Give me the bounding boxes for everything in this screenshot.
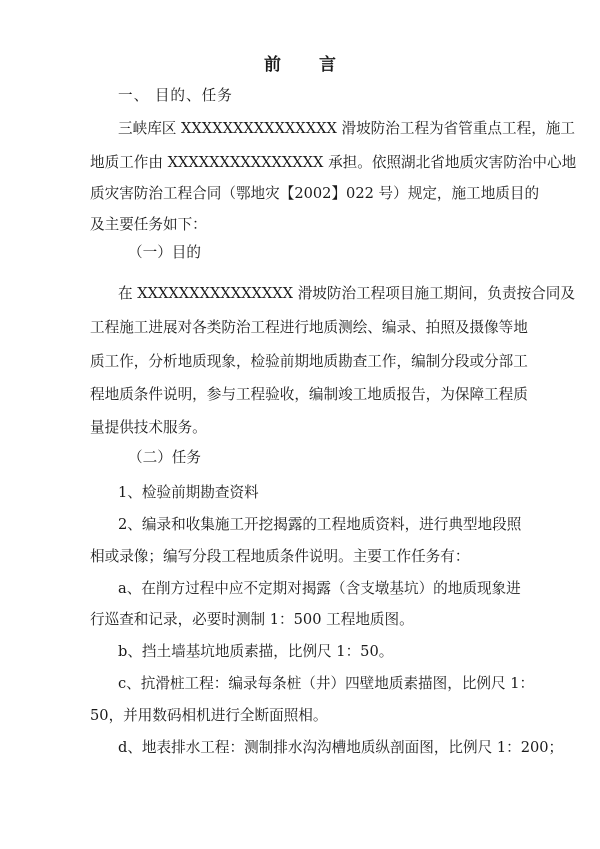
paragraph-line: 2、编录和收集施工开挖揭露的工程地质资料，进行典型地段照 <box>118 516 522 533</box>
paragraph-line: d、地表排水工程：测制排水沟沟槽地质纵剖面图，比例尺 1：200； <box>118 739 564 756</box>
paragraph-line: 量提供技术服务。 <box>90 419 207 436</box>
paragraph-line: b、挡土墙基坑地质素描，比例尺 1：50。 <box>118 643 394 660</box>
paragraph-line: 50，并用数码相机进行全断面照相。 <box>90 707 328 724</box>
paragraph-line: 行巡查和记录，必要时测制 1：500 工程地质图。 <box>90 611 414 628</box>
paragraph-line: 质工作，分析地质现象，检验前期地质勘查工作，编制分段或分部工 <box>90 353 528 370</box>
paragraph-line: 质灾害防治工程合同（鄂地灾【2002】022 号）规定，施工地质目的 <box>90 185 540 202</box>
paragraph-line: 工程施工进展对各类防治工程进行地质测绘、编录、拍照及摄像等地 <box>90 319 528 336</box>
subsection-heading-2: （二）任务 <box>128 449 201 466</box>
subsection-heading-1: （一）目的 <box>128 244 201 261</box>
paragraph-line: 1、检验前期勘查资料 <box>118 484 259 501</box>
paragraph-line: 在 XXXXXXXXXXXXXXX 滑坡防治工程项目施工期间，负责按合同及 <box>118 285 575 302</box>
paragraph-line: 及主要任务如下： <box>90 216 207 233</box>
paragraph-line: 程地质条件说明，参与工程验收，编制竣工地质报告，为保障工程质 <box>90 386 528 403</box>
paragraph-line: 三峡库区 XXXXXXXXXXXXXXX 滑坡防治工程为省管重点工程，施工 <box>118 120 575 137</box>
page-title: 前 言 <box>264 55 352 75</box>
paragraph-line: 相或录像；编写分段工程地质条件说明。主要工作任务有： <box>90 548 470 565</box>
paragraph-line: 地质工作由 XXXXXXXXXXXXXXX 承担。依照湖北省地质灾害防治中心地 <box>90 154 577 171</box>
paragraph-line: c、抗滑桩工程：编录每条桩（井）四壁地质素描图，比例尺 1： <box>118 675 535 692</box>
paragraph-line: a、在削方过程中应不定期对揭露（含支墩基坑）的地质现象进 <box>118 580 521 597</box>
section-heading-1: 一、 目的、任务 <box>118 87 233 104</box>
